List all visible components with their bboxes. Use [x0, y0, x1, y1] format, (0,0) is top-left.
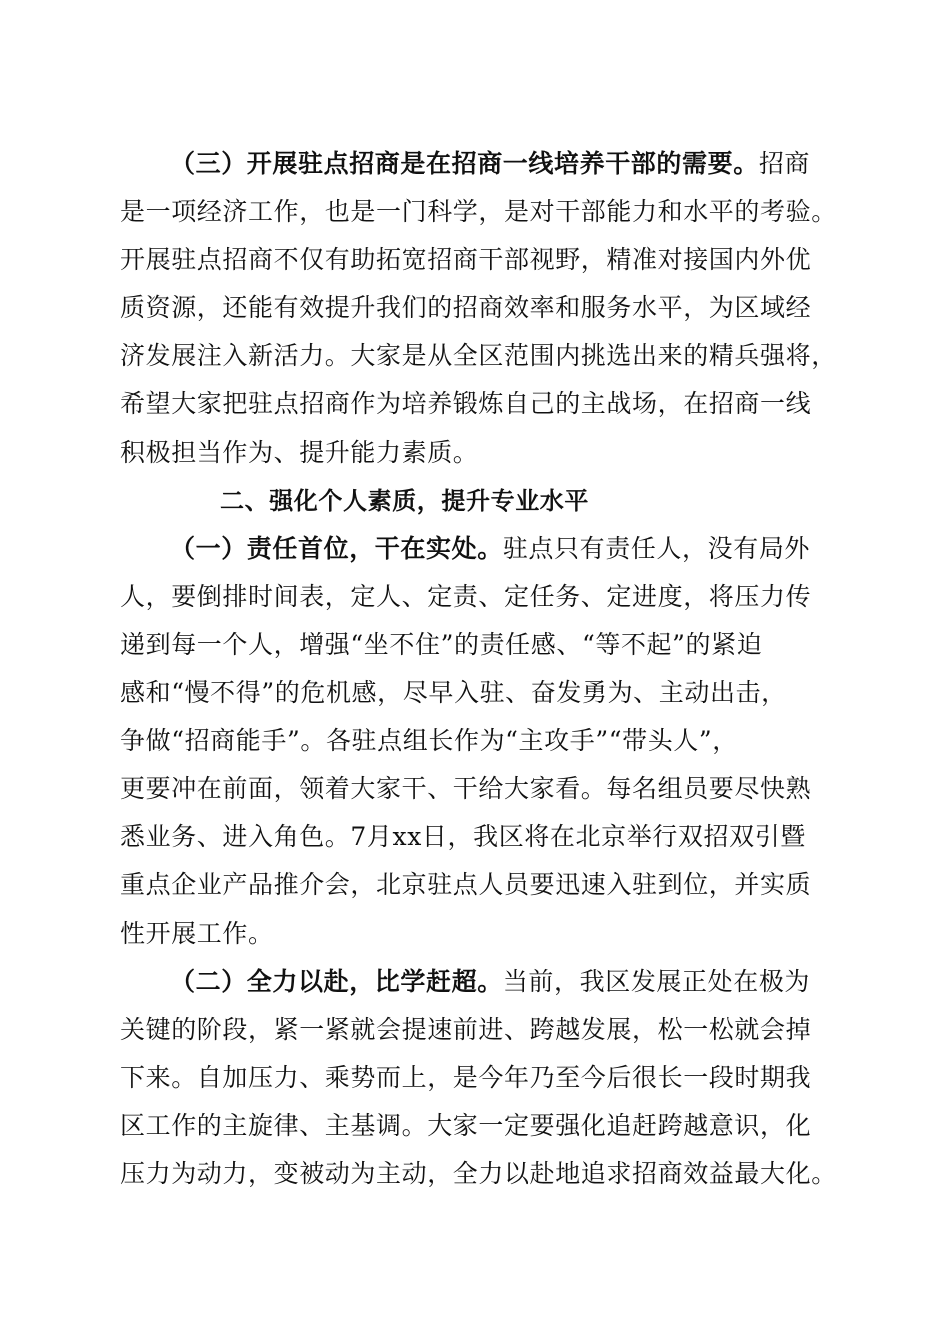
paragraph-3-text: 当前，我区发展正处在极为	[502, 966, 811, 996]
paragraph-1-line: 济发展注入新活力。大家是从全区范围内挑选出来的精兵强将，	[120, 341, 837, 371]
paragraph-2-line: 悉业务、进入角色。7月xx日，我区将在北京举行双招双引暨	[120, 822, 806, 852]
paragraph-3-line: 区工作的主旋律、主基调。大家一定要强化追赶跨越意识，化	[120, 1110, 812, 1140]
paragraph-2-line-1	[120, 525, 832, 573]
paragraph-1-line: 质资源，还能有效提升我们的招商效率和服务水平，为区域经	[120, 293, 812, 323]
paragraph-2-line: 更要冲在前面，领着大家干、干给大家看。每名组员要尽快熟	[120, 774, 812, 804]
paragraph-2-text: 驻点只有责任人，没有局外	[502, 533, 811, 563]
section-heading: 二、强化个人素质，提升专业水平	[220, 486, 589, 515]
paragraph-3-line: 压力为动力，变被动为主动，全力以赴地追求招商效益最大化。	[120, 1158, 837, 1188]
paragraph-3	[120, 958, 837, 1198]
paragraph-1-lead: （三）开展驻点招商是在招商一线培养干部的需要。	[170, 149, 759, 178]
paragraph-2-line: 重点企业产品推介会，北京驻点人员要迅速入驻到位，并实质	[120, 870, 812, 900]
paragraph-1	[120, 140, 837, 477]
paragraph-1-line: 开展驻点招商不仅有助拓宽招商干部视野，精准对接国内外优	[120, 245, 812, 275]
paragraph-2-line: 人，要倒排时间表，定人、定责、定任务、定进度，将压力传	[120, 581, 812, 611]
paragraph-3-line: 关键的阶段，紧一紧就会提速前进、跨越发展，松一松就会掉	[120, 1014, 812, 1044]
paragraph-2-line: 争做“招商能手”。各驻点组长作为“主攻手”“带头人”，	[120, 726, 738, 756]
paragraph-2-line: 递到每一个人，增强“坐不住”的责任感、“等不起”的紧迫	[120, 629, 763, 659]
paragraph-3-line-1	[120, 958, 832, 1006]
paragraph-2-lead: （一）责任首位，干在实处。	[170, 533, 503, 563]
paragraph-1-text: 招商	[758, 149, 811, 178]
paragraph-1-line: 积极担当作为、提升能力素质。	[120, 437, 479, 467]
paragraph-1-line: 是一项经济工作，也是一门科学，是对干部能力和水平的考验。	[120, 197, 837, 227]
paragraph-2-line: 感和“慢不得”的危机感，尽早入驻、奋发勇为、主动出击，	[120, 678, 787, 708]
document-body	[120, 140, 837, 1198]
paragraph-2-line: 性开展工作。	[120, 918, 274, 948]
paragraph-2	[120, 525, 832, 958]
paragraph-3-lead: （二）全力以赴，比学赶超。	[170, 966, 503, 996]
paragraph-1-line-1	[120, 140, 832, 188]
paragraph-3-line: 下来。自加压力、乘势而上，是今年乃至今后很长一段时期我	[120, 1062, 812, 1092]
paragraph-1-line: 希望大家把驻点招商作为培养锻炼自己的主战场，在招商一线	[120, 389, 812, 419]
